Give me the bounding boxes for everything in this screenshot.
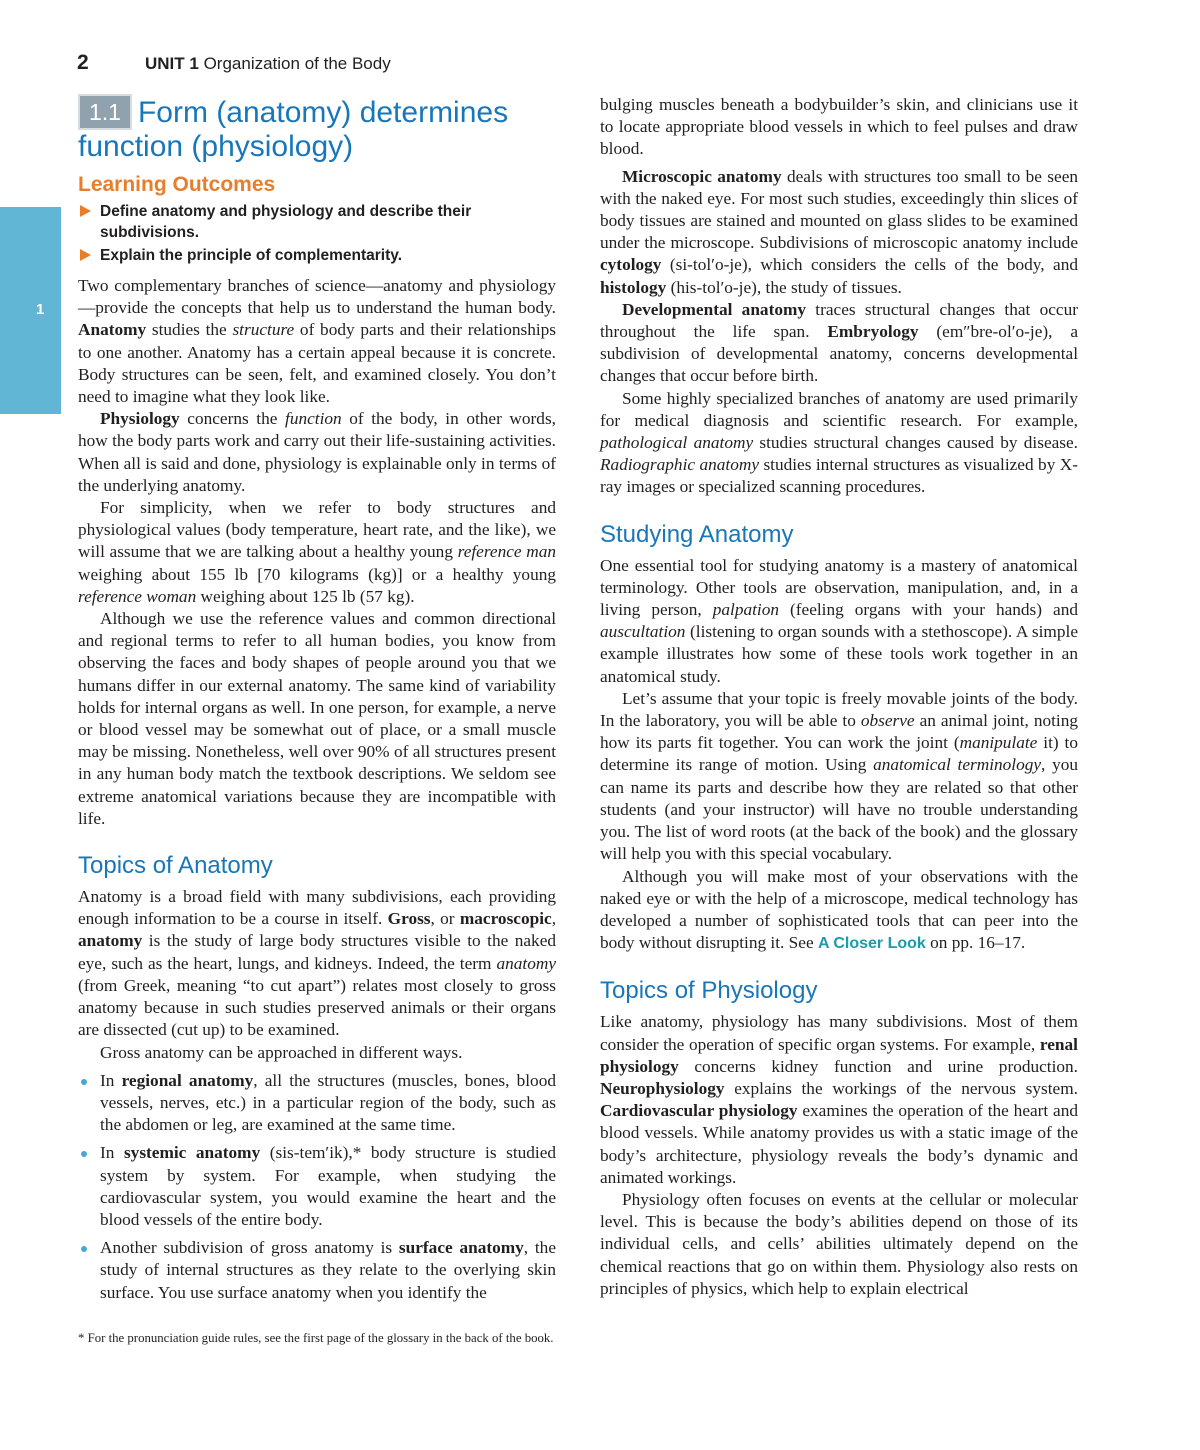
bullet-dot-icon: [81, 1079, 87, 1085]
section-number: 1.1: [78, 94, 132, 130]
section-title-text: Form (anatomy) determines function (physiology): [78, 96, 509, 163]
footnote: * For the pronunciation guide rules, see the first page of the glossary in the back of the book.: [78, 1331, 554, 1345]
arrow-right-icon: [80, 249, 91, 261]
left-column: [78, 94, 556, 1310]
list-item: Another subdivision of gross anatomy is surface anatomy, the study of internal structures as they relate to the overlying skin surface. You use surface anatomy when you identify the: [78, 1237, 556, 1304]
page-number: 2: [77, 51, 89, 74]
chapter-side-tab: [0, 207, 61, 414]
learning-outcomes-list: [78, 201, 556, 266]
gross-anatomy-bullets: [78, 1070, 556, 1304]
a-closer-look-link[interactable]: A Closer Look: [817, 935, 926, 953]
learning-outcome-text: Define anatomy and physiology and describe their subdivisions.: [100, 203, 472, 241]
unit-label: UNIT 1: [145, 54, 199, 73]
paragraph: Physiology often focuses on events at the cellular or molecular level. This is because the body’s abilities depend on those of its individual cells, and cells’ abilities ultimately depend on the chemical reactions that go on within them. Physiology also rests on principles of physics, which help to explain electrical: [600, 1189, 1078, 1298]
paragraph: For simplicity, when we refer to body structures and physiological values (body temperature, heart rate, and the like), we will assume that we are talking about a healthy young reference man weighing about 155 lb [70 kilograms (kg)] or a healthy young reference woman weighing about 125 lb (57 kg).: [78, 498, 557, 606]
paragraph: Developmental anatomy traces structural changes that occur throughout the life span. Embryology (em″bre-ol′o-je), a subdivision of developmental anatomy, concerns developmental changes that occur before birth.: [600, 299, 1078, 386]
paragraph: Microscopic anatomy deals with structures too small to be seen with the naked eye. For most such studies, exceedingly thin slices of body tissues are stained and mounted on glass slides to be examined under the microscope. Subdivisions of microscopic anatomy include cytology (si-tol′o-je), which considers the cells of the body, and histology (his-tol′o-je), the study of tissues.: [600, 166, 1078, 297]
learning-outcome-item: [78, 245, 556, 266]
heading-topics-of-anatomy: Topics of Anatomy: [78, 852, 273, 880]
running-head: [77, 51, 391, 75]
heading-topics-of-physiology: Topics of Physiology: [600, 977, 818, 1005]
learning-outcome-item: [78, 201, 556, 243]
paragraph: Like anatomy, physiology has many subdivisions. Most of them consider the operation of specific organ systems. For example, renal physiology concerns kidney function and urine production. Neurophysiology explains the workings of the nervous system. Cardiovascular physiology examines the operation of the heart and blood vessels. While anatomy provides us with a static image of the body’s architecture, physiology reveals the body’s dynamic and animated workings.: [600, 1012, 1078, 1187]
learning-outcome-text: Explain the principle of complementarity.: [100, 247, 403, 264]
paragraph: Some highly specialized branches of anatomy are used primarily for medical diagnosis and scientific research. For example, pathological anatomy studies structural changes caused by disease. Radiographic anatomy studies internal structures as visualized by X-ray images or specialized scanning procedures.: [600, 388, 1079, 497]
right-column: [600, 94, 1078, 1300]
paragraph: Two complementary branches of science—anatomy and physiology—provide the concepts that help us to understand the human body. Anatomy studies the structure of body parts and their relationships to one another. Anatomy has a certain appeal because it is concrete. Body structures can be seen, felt, and examined closely. You don’t need to imagine what they look like.: [78, 276, 557, 407]
unit-title: Organization of the Body: [203, 54, 391, 73]
arrow-right-icon: [80, 205, 91, 217]
list-item: In systemic anatomy (sis-tem′ik),* body structure is studied system by system. For example, when studying the cardiovascular system, you would examine the heart and the blood vessels of the entire body.: [78, 1142, 556, 1231]
paragraph: Let’s assume that your topic is freely movable joints of the body. In the laboratory, you will be able to observe an animal joint, noting how its parts fit together. You can work the joint (manipulate it) to determine its range of motion. Using anatomical terminology, you can name its parts and describe how they are related so that other students (and your instructor) will have no trouble understanding you. The list of word roots (at the back of the book) and the glossary will help you with this special vocabulary.: [600, 688, 1079, 864]
paragraph: Anatomy is a broad field with many subdivisions, each providing enough information to be a course in itself. Gross, or macroscopic, anatomy is the study of large body structures visible to the naked eye, such as the heart, lungs, and kidneys. Indeed, the term anatomy (from Greek, meaning “to cut apart”) relates most closely to gross anatomy because in such studies preserved animals or their organs are dissected (cut up) to be examined.: [78, 887, 557, 1040]
paragraph: Although we use the reference values and common directional and regional terms to refer to all human bodies, you know from observing the faces and body shapes of people around you that we humans differ in our external anatomy. The same kind of variability holds for internal organs as well. In one person, for example, a nerve or blood vessel may be somewhat out of place, or a small muscle may be missing. Nonetheless, well over 90% of all structures present in any human body match the textbook descriptions. We seldom see extreme anatomical variations because they are incompatible with life.: [78, 609, 556, 828]
paragraph: bulging muscles beneath a bodybuilder’s skin, and clinicians use it to locate appropriate blood vessels in which to feel pulses and draw blood.: [600, 95, 1078, 159]
paragraph: Gross anatomy can be approached in different ways.: [100, 1042, 463, 1062]
bullet-dot-icon: [81, 1151, 87, 1157]
chapter-tab-number: 1: [36, 301, 45, 318]
paragraph: One essential tool for studying anatomy is a mastery of anatomical terminology. Other tools are observation, manipulation, and, in a living person, palpation (feeling organs with your hands) and auscultation (listening to organ sounds with a stethoscope). A simple example illustrates how some of these tools work together in an anatomical study.: [600, 555, 1078, 686]
paragraph: Although you will make most of your observations with the naked eye or with the help of a microscope, medical technology has developed a number of sophisticated tools that can peer into the body without disrupting it. See A Closer Look on pp. 16–17.: [600, 866, 1078, 953]
paragraph: Physiology concerns the function of the body, in other words, how the body parts work and carry out their life-sustaining activities. When all is said and done, physiology is explainable only in terms of the underlying anatomy.: [78, 409, 556, 495]
section-title: [78, 94, 556, 164]
learning-outcomes-heading: Learning Outcomes: [78, 173, 276, 196]
bullet-dot-icon: [81, 1246, 87, 1252]
list-item: In regional anatomy, all the structures (muscles, bones, blood vessels, nerves, etc.) in a particular region of the body, such as the abdomen or leg, are examined at the same time.: [78, 1070, 556, 1137]
heading-studying-anatomy: Studying Anatomy: [600, 520, 794, 548]
